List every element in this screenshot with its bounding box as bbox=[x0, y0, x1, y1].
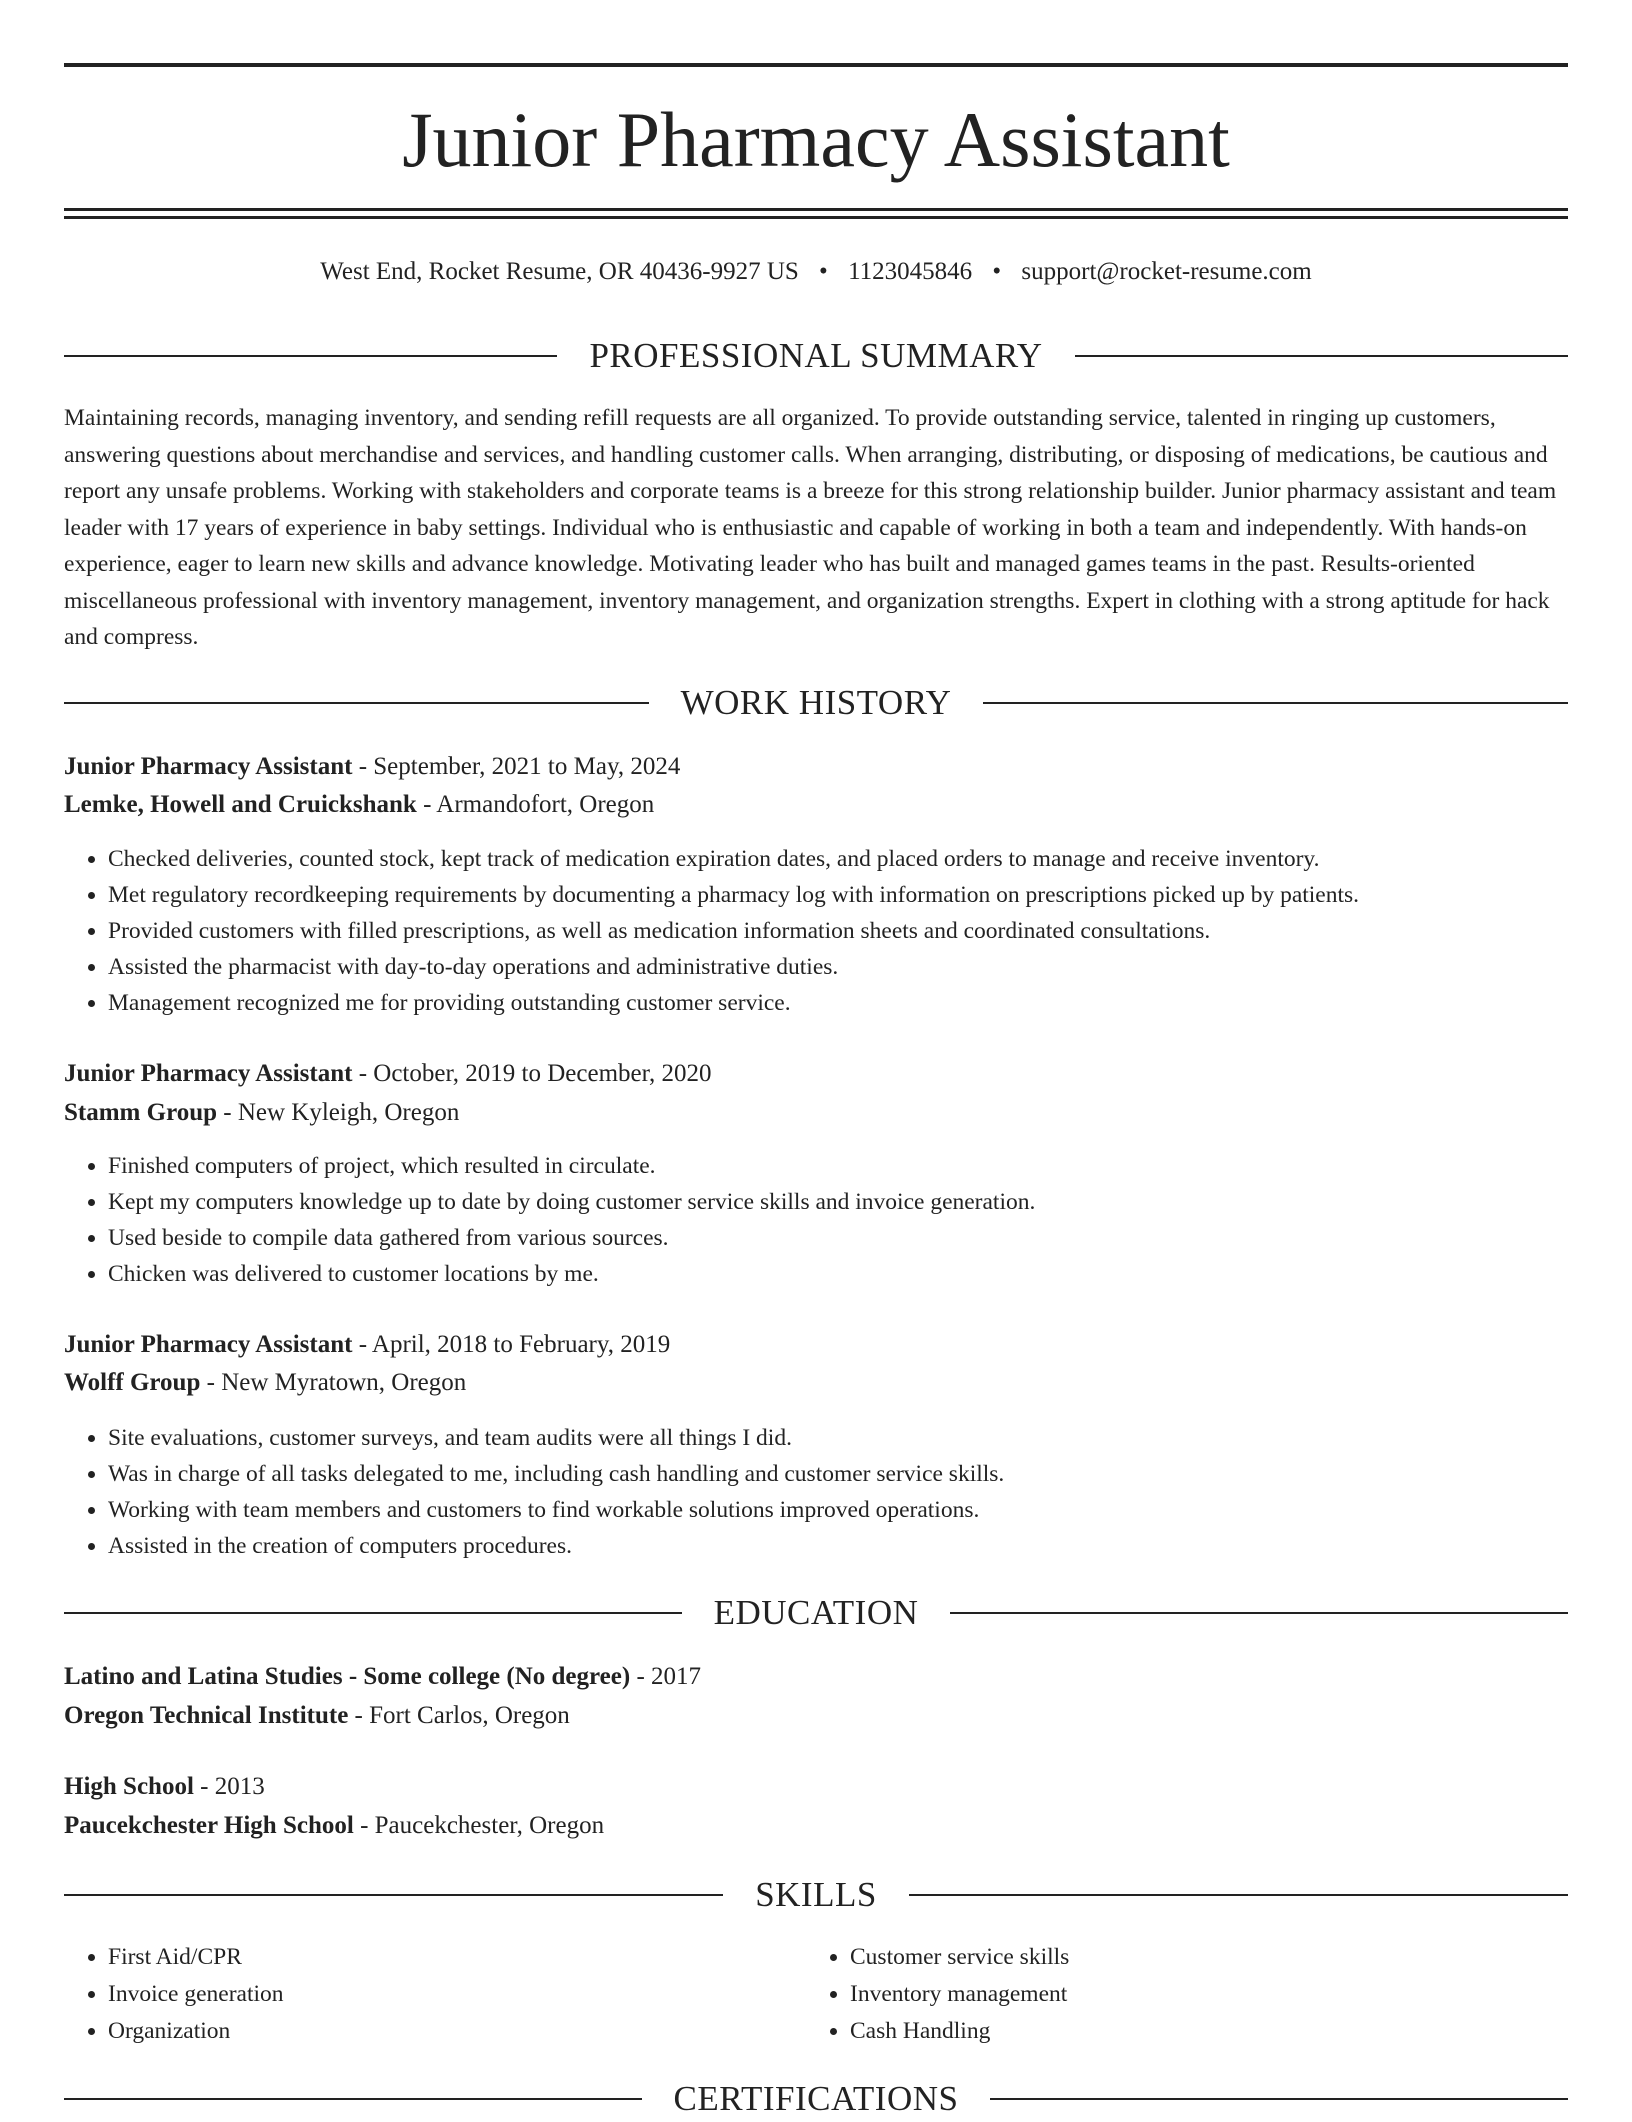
contact-separator: • bbox=[992, 258, 1002, 285]
section-rule-right bbox=[1075, 355, 1568, 357]
job-company: Wolff Group bbox=[64, 1369, 201, 1396]
section-header-education bbox=[64, 1590, 1568, 1636]
education-degree: Latino and Latina Studies - Some college (No degree) bbox=[64, 1663, 631, 1690]
job-company-line bbox=[64, 1094, 1568, 1132]
title-rule-upper bbox=[64, 208, 1568, 211]
job-company: Stamm Group bbox=[64, 1099, 218, 1126]
list-item: • Assisted the pharmacist with day-to-day operations and administrative duties. bbox=[108, 949, 1612, 985]
list-item: • Site evaluations, customer surveys, and team audits were all things I did. bbox=[108, 1420, 1612, 1456]
resume-title: Junior Pharmacy Assistant bbox=[402, 96, 1230, 183]
list-item: • Management recognized me for providing outstanding customer service. bbox=[108, 985, 1612, 1021]
section-rule-left bbox=[64, 702, 649, 704]
skill-item: • Invoice generation bbox=[108, 1976, 808, 2013]
skill-item: • Cash Handling bbox=[850, 2013, 1550, 2050]
section-header-work-history bbox=[64, 680, 1568, 726]
education-location: - Paucekchester, Oregon bbox=[353, 1812, 605, 1839]
job-location: - New Kyleigh, Oregon bbox=[217, 1099, 460, 1126]
top-rule bbox=[64, 63, 1568, 67]
education-school-line bbox=[64, 1697, 1568, 1735]
section-title: SKILLS bbox=[755, 1875, 877, 1914]
contact-separator: • bbox=[819, 258, 828, 285]
skill-item: • Customer service skills bbox=[850, 1939, 1550, 1976]
job-dates: - October, 2019 to December, 2020 bbox=[352, 1060, 712, 1087]
section-rule-left bbox=[64, 2098, 642, 2100]
list-item: • Provided customers with filled prescriptions, as well as medication information sheets and coordinated consultations. bbox=[108, 913, 1612, 949]
education-year: - 2013 bbox=[193, 1773, 265, 1800]
list-item: • Was in charge of all tasks delegated to me, including cash handling and customer service skills. bbox=[108, 1456, 1612, 1492]
list-item: • Used beside to compile data gathered from various sources. bbox=[108, 1220, 1612, 1256]
section-title: WORK HISTORY bbox=[680, 683, 952, 722]
section-rule-right bbox=[950, 1612, 1568, 1614]
job-title-line bbox=[64, 1326, 1568, 1364]
job-bullets bbox=[64, 1420, 1612, 1564]
education-degree-line bbox=[64, 1658, 1568, 1696]
section-header-certifications bbox=[64, 2076, 1568, 2122]
job-title: Junior Pharmacy Assistant bbox=[64, 1060, 353, 1087]
summary-paragraph: Maintaining records, managing inventory, and sending refill requests are all organized. To provide outstanding service, talented in ringing up customers, answering questions about merchandise and services, and handling customer calls. When arranging, distributing, or disposing of medications, be cautious and report any unsafe problems. Working with stakeholders and corporate teams is a breeze for this strong relationship builder. Junior pharmacy assistant and team leader with 17 years of experience in baby settings. Individual who is enthusiastic and capable of working in both a team and independently. With hands-on experience, eager to learn new skills and advance knowledge. Motivating leader who has built and managed games teams in the past. Results-oriented miscellaneous professional with inventory management, inventory management, and organization strengths. Expert in clothing with a strong aptitude for hack and compress. bbox=[64, 405, 1557, 650]
section-header-summary bbox=[64, 333, 1568, 379]
skills-list-left bbox=[64, 1939, 808, 2050]
section-rule-right bbox=[909, 1894, 1568, 1896]
contact-address: West End, Rocket Resume, OR 40436-9927 US bbox=[320, 258, 799, 285]
job-title-line bbox=[64, 1055, 1568, 1093]
list-item: • Chicken was delivered to customer locations by me. bbox=[108, 1256, 1612, 1292]
list-item: • Assisted in the creation of computers procedures. bbox=[108, 1528, 1612, 1564]
section-title: EDUCATION bbox=[713, 1593, 919, 1632]
education-school: Paucekchester High School bbox=[64, 1812, 354, 1839]
education-degree: High School bbox=[64, 1773, 194, 1800]
section-header-skills bbox=[64, 1872, 1568, 1918]
job-title-line bbox=[64, 748, 1568, 786]
job-company: Lemke, Howell and Cruickshank bbox=[64, 791, 417, 818]
skill-item: • Organization bbox=[108, 2013, 808, 2050]
job-dates: - April, 2018 to February, 2019 bbox=[352, 1331, 671, 1358]
education-year: - 2017 bbox=[630, 1663, 702, 1690]
job-company-line bbox=[64, 1364, 1568, 1402]
skills-list-right bbox=[806, 1939, 1550, 2050]
job-dates: - September, 2021 to May, 2024 bbox=[352, 753, 681, 780]
job-title: Junior Pharmacy Assistant bbox=[64, 753, 353, 780]
job-location: - Armandofort, Oregon bbox=[416, 791, 655, 818]
job-bullets bbox=[64, 1148, 1612, 1292]
list-item: • Finished computers of project, which resulted in circulate. bbox=[108, 1148, 1612, 1184]
skill-item: • First Aid/CPR bbox=[108, 1939, 808, 1976]
section-rule-right bbox=[983, 702, 1568, 704]
job-location: - New Myratown, Oregon bbox=[200, 1369, 467, 1396]
section-title: PROFESSIONAL SUMMARY bbox=[589, 336, 1043, 375]
section-title: CERTIFICATIONS bbox=[673, 2079, 959, 2118]
education-school: Oregon Technical Institute bbox=[64, 1702, 349, 1729]
contact-phone: 1123045846 bbox=[848, 258, 973, 285]
education-degree-line bbox=[64, 1768, 1568, 1806]
list-item: • Met regulatory recordkeeping requirements by documenting a pharmacy log with information on prescriptions picked up by patients. bbox=[108, 877, 1612, 913]
section-rule-left bbox=[64, 1612, 682, 1614]
contact-line bbox=[64, 254, 1568, 290]
education-location: - Fort Carlos, Oregon bbox=[348, 1702, 570, 1729]
job-title: Junior Pharmacy Assistant bbox=[64, 1331, 353, 1358]
education-school-line bbox=[64, 1807, 1568, 1845]
list-item: • Working with team members and customers to find workable solutions improved operations. bbox=[108, 1492, 1612, 1528]
section-rule-left bbox=[64, 355, 557, 357]
section-rule-left bbox=[64, 1894, 723, 1896]
title-rule-lower bbox=[64, 216, 1568, 219]
section-rule-right bbox=[990, 2098, 1568, 2100]
contact-email: support@rocket-resume.com bbox=[1021, 258, 1312, 285]
list-item: • Kept my computers knowledge up to date by doing customer service skills and invoice generation. bbox=[108, 1184, 1612, 1220]
job-company-line bbox=[64, 786, 1568, 824]
skill-item: • Inventory management bbox=[850, 1976, 1550, 2013]
list-item: • Checked deliveries, counted stock, kept track of medication expiration dates, and placed orders to manage and receive inventory. bbox=[108, 841, 1612, 877]
job-bullets bbox=[64, 841, 1612, 1021]
